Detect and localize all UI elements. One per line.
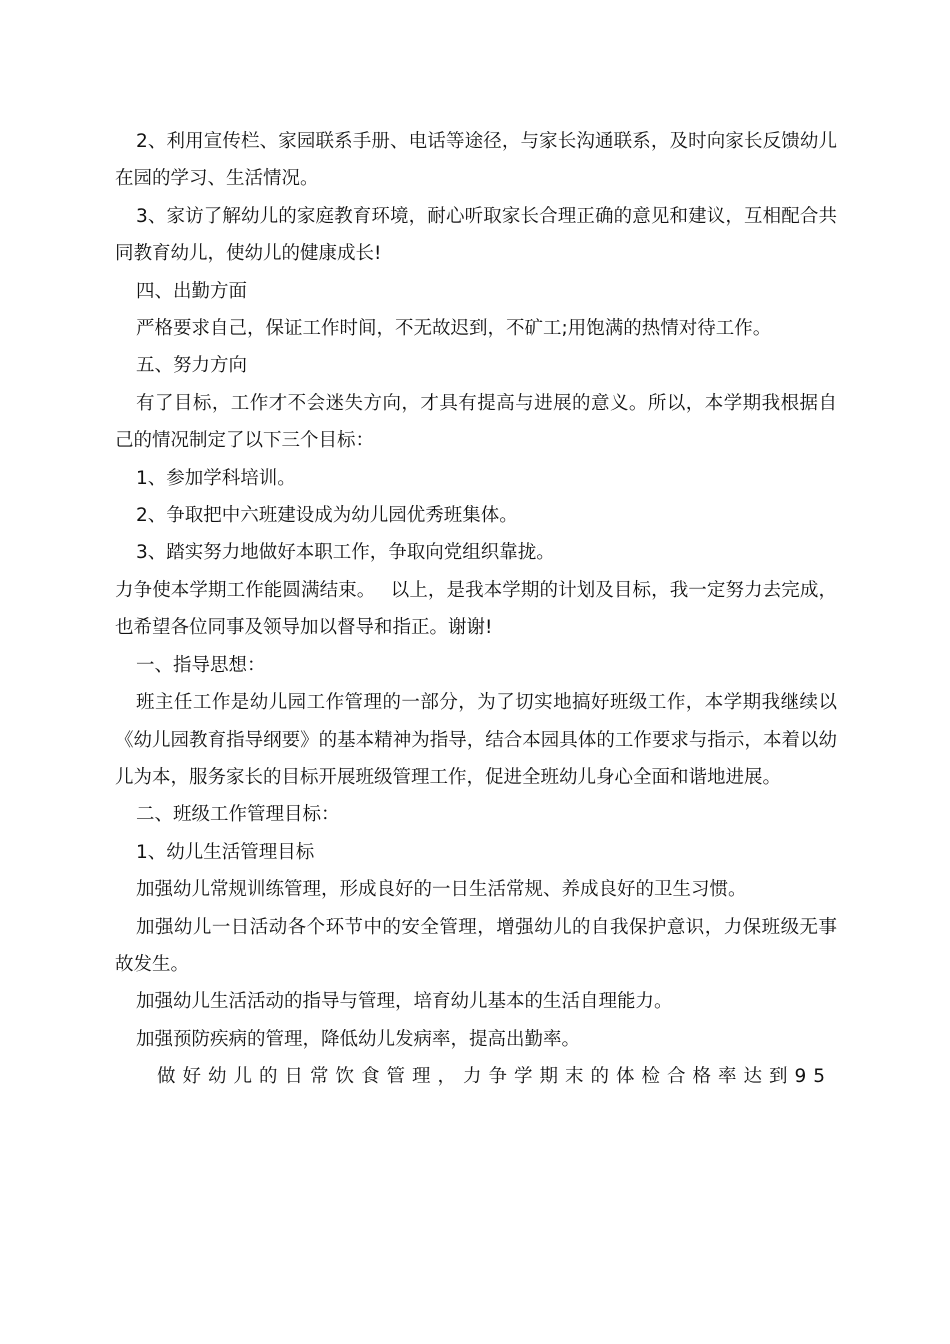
paragraph-5: 力争使本学期工作能圆满结束。 以上，是我本学期的计划及目标，我一定努力去完成，也希望各位同事及领导加以督导和指正。谢谢! bbox=[115, 579, 837, 639]
heading-direction: 五、努力方向 bbox=[136, 355, 248, 377]
paragraph-10: 加强预防疾病的管理，降低幼儿发病率，提高出勤率。 bbox=[136, 1028, 581, 1050]
subheading-life-management: 1、幼儿生活管理目标 bbox=[136, 841, 315, 863]
paragraph-1: 2、利用宣传栏、家园联系手册、电话等途径，与家长沟通联系，及时向家长反馈幼儿在园的学习、生活情况。 bbox=[115, 131, 837, 190]
goal-item-3: 3、踏实努力地做好本职工作，争取向党组织靠拢。 bbox=[136, 542, 555, 564]
heading-guiding-ideology: 一、指导思想： bbox=[136, 654, 266, 676]
goal-item-1: 1、参加学科培训。 bbox=[136, 467, 296, 489]
paragraph-8: 加强幼儿一日活动各个环节中的安全管理，增强幼儿的自我保护意识，力保班级无事故发生。 bbox=[115, 916, 837, 975]
paragraph-4: 有了目标，工作才不会迷失方向，才具有提高与进展的意义。所以，本学期我根据自己的情况制定了以下三个目标： bbox=[115, 392, 837, 452]
paragraph-9: 加强幼儿生活活动的指导与管理，培育幼儿基本的生活自理能力。 bbox=[136, 991, 673, 1013]
paragraph-7: 加强幼儿常规训练管理，形成良好的一日生活常规、养成良好的卫生习惯。 bbox=[136, 879, 747, 901]
paragraph-11: 做好幼儿的日常饮食管理，力争学期末的体检合格率达到95 bbox=[157, 1066, 833, 1088]
heading-attendance: 四、出勤方面 bbox=[136, 280, 248, 302]
document-body bbox=[115, 123, 837, 1096]
paragraph-3: 严格要求自己，保证工作时间，不无故迟到，不矿工;用饱满的热情对待工作。 bbox=[136, 318, 772, 340]
heading-management-goals: 二、班级工作管理目标： bbox=[136, 804, 340, 826]
paragraph-2: 3、家访了解幼儿的家庭教育环境，耐心听取家长合理正确的意见和建议，互相配合共同教育幼儿，使幼儿的健康成长! bbox=[115, 205, 837, 265]
goal-item-2: 2、争取把中六班建设成为幼儿园优秀班集体。 bbox=[136, 505, 518, 527]
paragraph-6: 班主任工作是幼儿园工作管理的一部分，为了切实地搞好班级工作，本学期我继续以《幼儿园教育指导纲要》的基本精神为指导，结合本园具体的工作要求与指示，本着以幼儿为本，服务家长的目标开展班级管理工作，促进全班幼儿身心全面和谐地进展。 bbox=[115, 692, 837, 788]
